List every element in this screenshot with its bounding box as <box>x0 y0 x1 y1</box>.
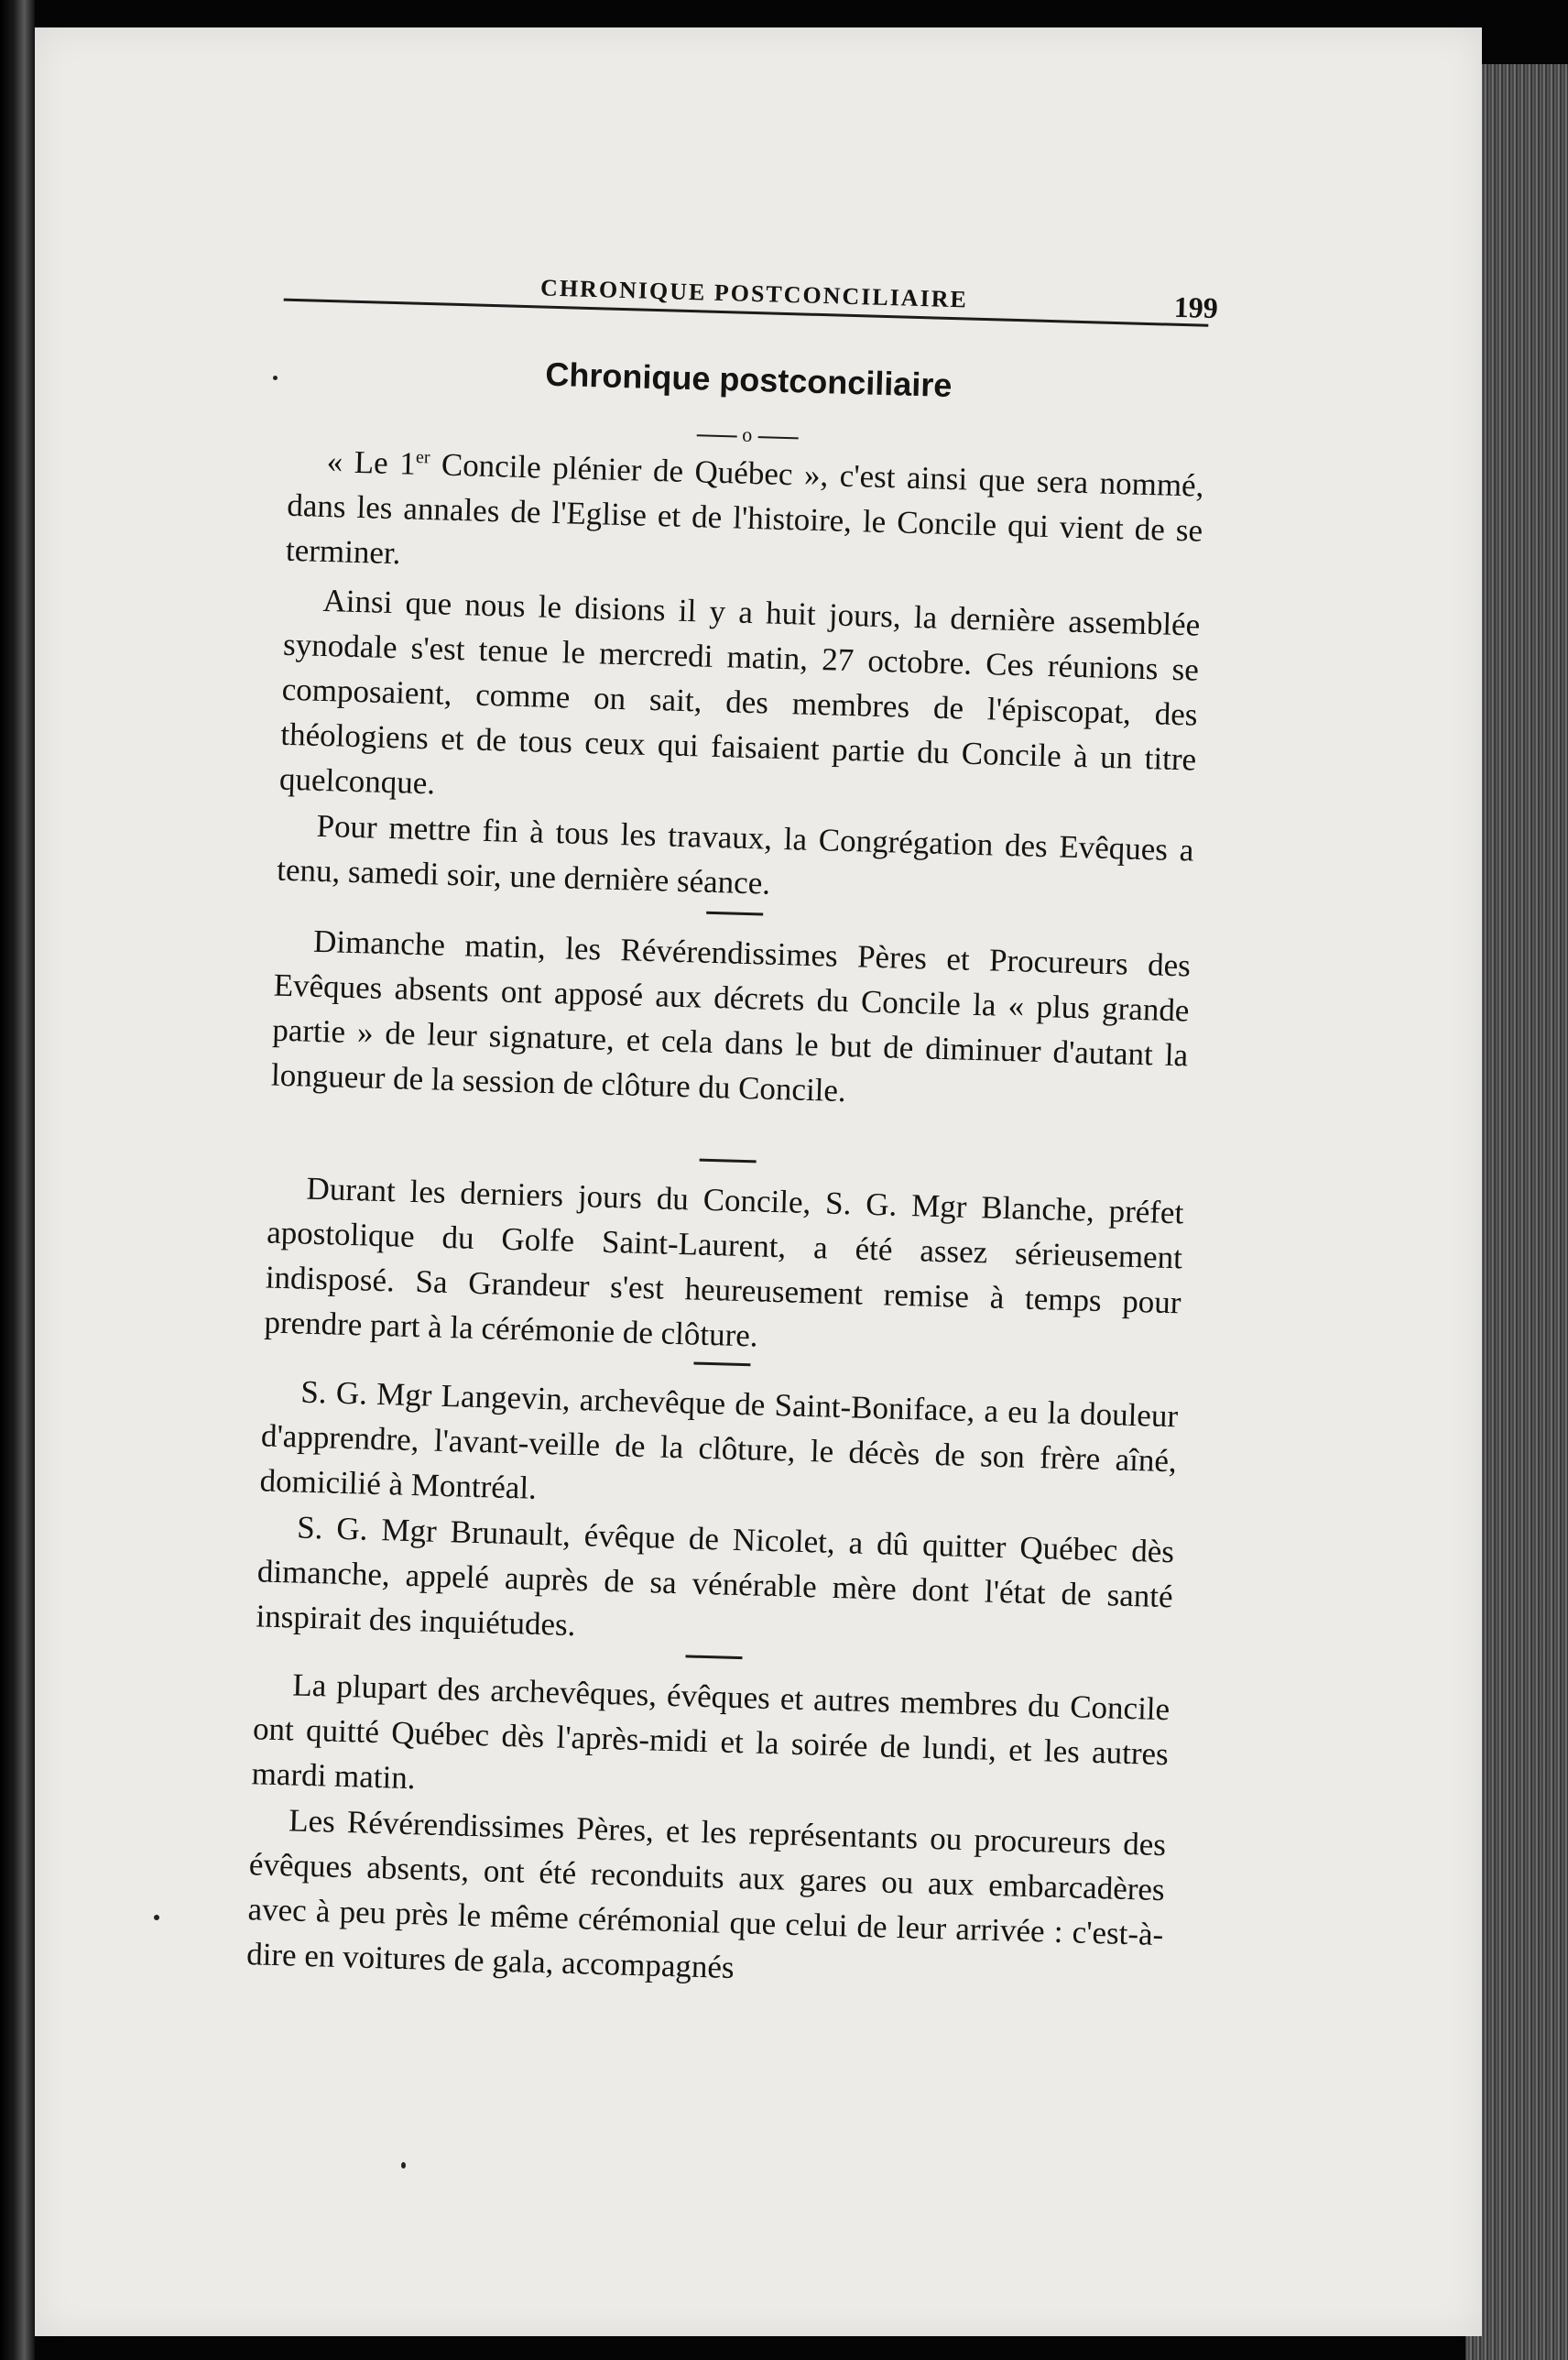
page-number: 199 <box>1173 290 1219 325</box>
ornament-dash-left <box>696 434 736 437</box>
paragraph-8: La plupart des archevêques, évêques et autres membres du Concile ont quitté Québec dès l'après-midi et la soirée de lundi, et les autres mardi matin. <box>251 1666 1171 1797</box>
section-separator <box>685 1655 742 1659</box>
section-separator <box>693 1362 750 1367</box>
paragraph-4: Dimanche matin, les Révérendissimes Pères et Procureurs des Evêques absents ont apposé aux décrets du Concile la « plus grande partie » de leur signature, et cela dans le but de diminuer d'autant la longueur de la session de clôture du Concile. <box>270 923 1192 1109</box>
paragraph-6: S. G. Mgr Langevin, archevêque de Saint-Boniface, a eu la douleur d'apprendre, l'avant-veille de la clôture, le décès de son frère aîné, domicilié à Montréal. <box>259 1373 1179 1506</box>
paragraph-9: Les Révérendissimes Pères, et les représentants ou procureurs des évêques absents, ont été reconduits aux gares ou aux embarcadères avec à peu près le même cérémonial que celui de leur arrivée : c'est-à-dire en voitures de gala, accompagnés <box>245 1802 1167 1986</box>
page-text-block <box>245 27 1219 1986</box>
scan-speck <box>154 1915 159 1920</box>
running-head-title: CHRONIQUE POSTCONCILIAIRE <box>539 274 969 313</box>
paragraph-5: Durant les derniers jours du Concile, S. G. Mgr Blanche, préfet apostolique du Golfe Saint-Laurent, a été assez sérieusement indisposé. Sa Grandeur s'est heureusement remise à temps pour prendre part à la cérémonie de clôture. <box>263 1170 1184 1354</box>
scan-speck <box>273 376 278 380</box>
paragraph-3: Pour mettre fin à tous les travaux, la Congrégation des Evêques a tenu, samedi soir, une dernière séance. <box>276 807 1194 901</box>
ornament-dash-right <box>757 436 798 439</box>
article-title: Chronique postconciliaire <box>544 355 953 405</box>
paragraph-1: « Le 1er Concile plénier de Québec », c'est ainsi que sera nommé, dans les annales de l'Eglise et de l'histoire, le Concile qui vient de se terminer. <box>285 442 1204 572</box>
section-separator <box>706 912 763 916</box>
book-page <box>35 27 1482 2336</box>
book-binding-edge <box>0 0 35 2360</box>
ornament-circle: o <box>741 422 753 446</box>
scan-speck <box>401 2162 406 2169</box>
paragraph-2: Ainsi que nous le disions il y a huit jours, la dernière assemblée synodale s'est tenue le mercredi matin, 27 octobre. Ces réunions se composaient, comme on sait, des membres de l'épiscopat, des théologiens et de tous ceux qui faisaient partie du Concile à un titre quelconque. <box>278 582 1201 802</box>
paragraph-7: S. G. Mgr Brunault, évêque de Nicolet, a dû quitter Québec dès dimanche, appelé auprès de sa vénérable mère dont l'état de santé inspirait des inquiétudes. <box>256 1509 1175 1644</box>
section-separator <box>700 1159 757 1164</box>
